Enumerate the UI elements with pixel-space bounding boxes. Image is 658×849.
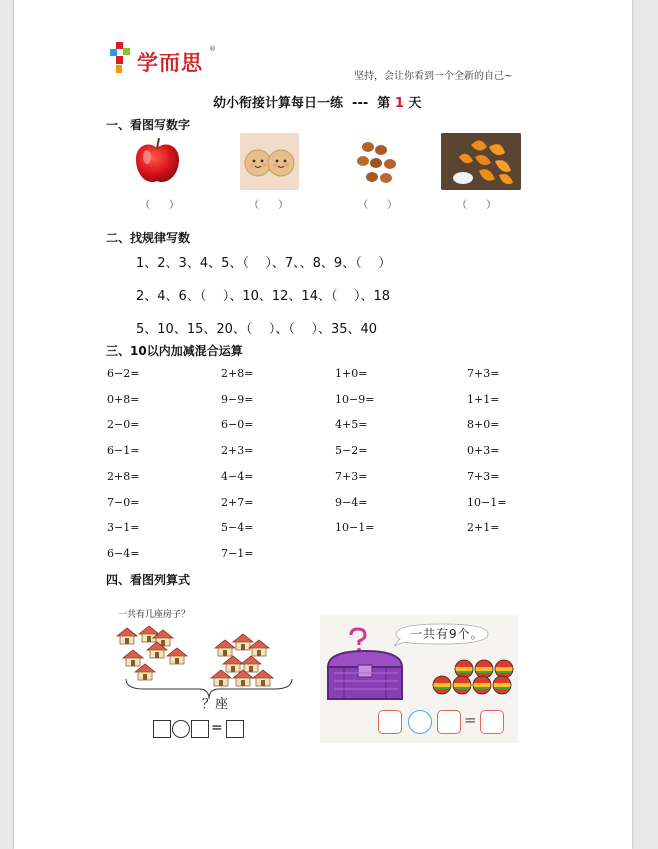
calc-problem[interactable]: 2+8= — [221, 367, 254, 380]
calc-problem[interactable]: 2−0= — [107, 418, 140, 432]
calc-problem[interactable]: 10−1= — [467, 495, 507, 509]
calc-problem[interactable]: 1+1= — [467, 392, 500, 406]
ball-icon — [452, 675, 472, 695]
page-title — [213, 92, 421, 111]
pattern-row-2: 2、4、6、（ ）、10、12、14、（ ）、18 — [136, 289, 391, 304]
calc-problem[interactable]: 6−4= — [107, 546, 140, 560]
calc-problem[interactable]: 6−0= — [221, 418, 254, 432]
calc-problem[interactable]: 2+7= — [221, 495, 254, 509]
calc-problem[interactable]: 8+0= — [467, 418, 500, 432]
answer-box-6[interactable] — [480, 710, 504, 734]
answer-blank-1[interactable]: （ ） — [140, 200, 180, 211]
speech-text: 一共有9个。 — [410, 627, 484, 641]
calc-problem[interactable]: 7+3= — [335, 469, 368, 483]
section1-heading: 一、看图写数字 — [106, 118, 191, 132]
answer-blank-4[interactable]: （ ） — [457, 200, 497, 211]
calc-problem[interactable]: 7+3= — [467, 469, 500, 483]
calc-problem[interactable]: 6−2= — [107, 367, 140, 380]
worksheet-page — [14, 0, 632, 849]
section2-heading: 二、找规律写数 — [106, 231, 191, 245]
treasure-problem — [320, 615, 518, 743]
treasure-chest-icon — [324, 647, 406, 703]
eggs-picture — [348, 133, 407, 190]
apple-picture — [128, 133, 187, 190]
title-day: 1 — [394, 96, 404, 111]
pattern-row-1: 1、2、3、4、5、（ ）、7、、8、9、（ ） — [136, 256, 392, 271]
logo-registered: ® — [209, 45, 216, 53]
houses-problem — [106, 605, 306, 745]
calc-problem[interactable]: 0+8= — [107, 392, 140, 406]
calc-problem[interactable]: 4+5= — [335, 418, 368, 432]
calc-problem[interactable]: 6−1= — [107, 444, 140, 458]
calc-problem[interactable]: 7+3= — [467, 367, 500, 380]
calc-problem[interactable]: 7−1= — [221, 546, 254, 560]
answer-blank-2[interactable]: （ ） — [249, 200, 289, 211]
section3-heading: 三、10以内加减混合运算 — [106, 344, 243, 358]
house-icon — [146, 641, 168, 659]
calc-problem[interactable]: 5−2= — [335, 444, 368, 458]
ball-icon — [432, 675, 452, 695]
answer-box-1[interactable] — [153, 720, 171, 738]
equals-sign-right: = — [464, 711, 477, 729]
cookies-picture — [240, 133, 299, 190]
calc-problem[interactable]: 3−1= — [107, 521, 140, 535]
apple-icon — [128, 133, 187, 190]
calc-problem[interactable]: 9−4= — [335, 495, 368, 509]
calc-problem[interactable]: 10−1= — [335, 521, 375, 535]
house-icon — [116, 627, 138, 645]
pattern-row-3: 5、10、15、20、（ ）、（ ）、35、40 — [136, 322, 378, 337]
calc-problem[interactable]: 5−4= — [221, 521, 254, 535]
calc-problem[interactable]: 9−9= — [221, 392, 254, 406]
cookies-icon — [240, 133, 299, 190]
house-icon — [166, 647, 188, 665]
houses-unknown: ？座 — [202, 697, 229, 712]
ball-icon — [492, 675, 512, 695]
calc-problem[interactable]: 2+8= — [107, 469, 140, 483]
calc-problem[interactable]: 2+3= — [221, 444, 254, 458]
brand-logo — [110, 42, 220, 78]
logo-mark-icon — [110, 42, 134, 76]
answer-box-3[interactable] — [226, 720, 244, 738]
calc-problem[interactable]: 2+1= — [467, 521, 500, 535]
oranges-icon — [441, 133, 521, 190]
calc-problem[interactable]: 7−0= — [107, 495, 140, 509]
title-prefix: 幼小衔接计算每日一练 --- 第 — [213, 96, 391, 111]
ball-icon — [472, 675, 492, 695]
answer-box-2[interactable] — [191, 720, 209, 738]
equals-sign-left: = — [211, 720, 223, 736]
answer-box-5[interactable] — [437, 710, 461, 734]
eggs-icon — [348, 133, 407, 190]
oranges-picture — [441, 133, 521, 190]
houses-question: 一共有几座房子？ — [118, 610, 191, 620]
operator-circle-right[interactable] — [408, 710, 432, 734]
calc-problem[interactable]: 0+3= — [467, 444, 500, 458]
motto: 坚持，会让你看到一个全新的自己~ — [354, 71, 513, 82]
operator-circle[interactable] — [172, 720, 190, 738]
calc-problem[interactable]: 10−9= — [335, 392, 375, 406]
section4-heading: 四、看图列算式 — [106, 573, 191, 587]
title-suffix: 天 — [408, 96, 422, 111]
answer-blank-3[interactable]: （ ） — [358, 200, 398, 211]
logo-text: 学而思 — [137, 51, 203, 75]
answer-box-4[interactable] — [378, 710, 402, 734]
calc-problem[interactable]: 4−4= — [221, 469, 254, 483]
calc-problem[interactable]: 1+0= — [335, 367, 368, 380]
